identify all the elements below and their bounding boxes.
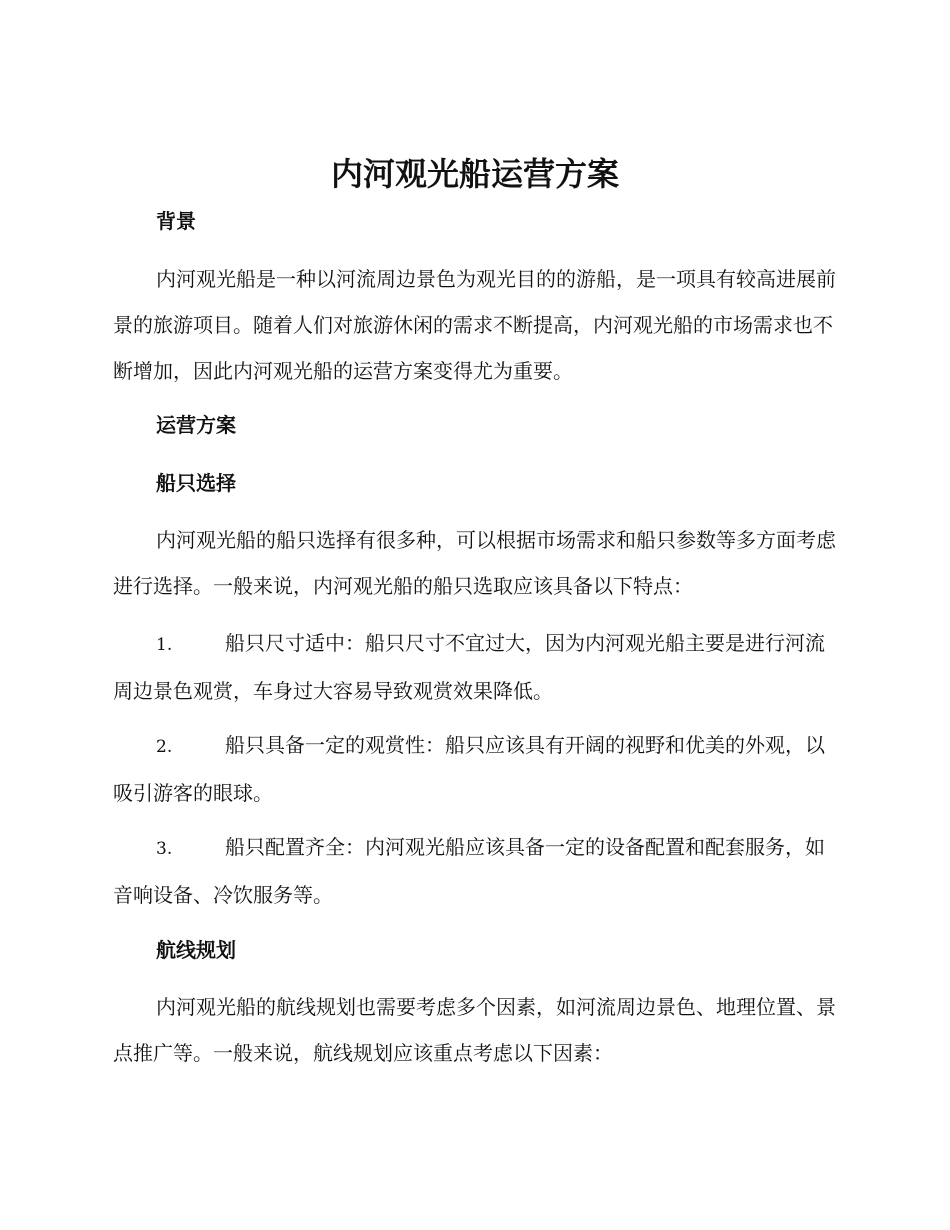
list-number: 2.	[156, 737, 173, 757]
heading-ship-selection: 船只选择	[156, 471, 236, 495]
paragraph-ship-selection: 内河观光船的船只选择有很多种，可以根据市场需求和船只参数等多方面考虑进行选择。一般来说，内河观光船的船只选取应该具备以下特点：	[113, 528, 836, 598]
heading-background: 背景	[156, 209, 196, 233]
heading-operation-plan: 运营方案	[156, 413, 236, 437]
list-number: 3.	[156, 839, 173, 859]
paragraph-background: 内河观光船是一种以河流周边景色为观光目的的游船，是一项具有较高进展前景的旅游项目。随着人们对旅游休闲的需求不断提高，内河观光船的市场需求也不断增加，因此内河观光船的运营方案变得尤为重要。	[113, 267, 836, 383]
document-title: 内河观光船运营方案	[330, 155, 619, 193]
list-number: 1.	[156, 635, 173, 655]
list-text: 船只配置齐全：内河观光船应该具备一定的设备配置和配套服务，如音响设备、冷饮服务等。	[113, 835, 825, 907]
list-item	[113, 722, 838, 816]
list-text: 船只尺寸适中：船只尺寸不宜过大，因为内河观光船主要是进行河流周边景色观赏，车身过大容易导致观赏效果降低。	[113, 631, 825, 703]
list-text: 船只具备一定的观赏性：船只应该具有开阔的视野和优美的外观，以吸引游客的眼球。	[113, 733, 825, 805]
list-item	[113, 824, 838, 918]
paragraph-route-planning: 内河观光船的航线规划也需要考虑多个因素，如河流周边景色、地理位置、景点推广等。一般来说，航线规划应该重点考虑以下因素：	[113, 995, 836, 1065]
list-item	[113, 620, 838, 714]
heading-route-planning: 航线规划	[156, 938, 236, 962]
